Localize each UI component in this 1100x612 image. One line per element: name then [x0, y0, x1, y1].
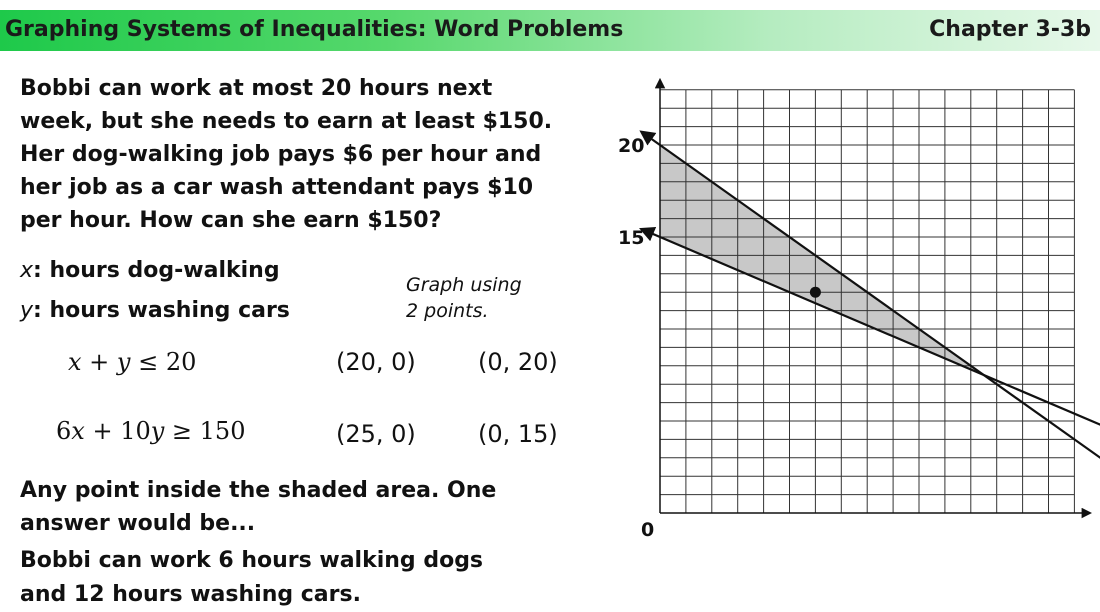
- intercept-point: (20, 0): [336, 348, 416, 376]
- ineq-y: y: [116, 348, 131, 376]
- answer-line: answer would be...: [20, 511, 256, 536]
- variable-y-name: y: [20, 298, 34, 323]
- ineq-x: x: [71, 417, 85, 445]
- hint-line: Graph using: [406, 274, 522, 296]
- hint-line: 2 points.: [406, 300, 489, 322]
- ineq-x: x: [68, 348, 82, 376]
- intercept-point: (0, 15): [478, 420, 558, 448]
- boundary-line-earnings: [642, 229, 1100, 520]
- ineq-y: y: [150, 417, 165, 445]
- y-tick-label: 15: [618, 227, 645, 249]
- variable-x-name: x: [20, 258, 34, 283]
- intercept-point: (25, 0): [336, 420, 416, 448]
- intercept-point: (0, 20): [478, 348, 558, 376]
- chapter-label: Chapter 3-3b: [929, 17, 1091, 42]
- page-title: Graphing Systems of Inequalities: Word Problems: [5, 17, 624, 42]
- problem-line: her job as a car wash attendant pays $10: [20, 175, 534, 200]
- variable-x-desc: : hours dog-walking: [33, 258, 280, 283]
- solution-point: [810, 287, 821, 298]
- y-tick-label: 20: [618, 135, 645, 157]
- problem-line: Bobbi can work at most 20 hours next: [20, 76, 493, 101]
- ineq-op: + 10: [84, 417, 151, 445]
- ineq-coef: 6: [56, 417, 72, 445]
- answer-line: and 12 hours washing cars.: [20, 582, 361, 607]
- ineq-rel: ≤ 20: [130, 348, 197, 376]
- problem-line: week, but she needs to earn at least $150.: [20, 109, 553, 134]
- origin-label: 0: [641, 519, 655, 541]
- ineq-op: +: [81, 348, 117, 376]
- answer-line: Bobbi can work 6 hours walking dogs: [20, 548, 484, 573]
- ineq-rel: ≥ 150: [164, 417, 246, 445]
- problem-line: per hour. How can she earn $150?: [20, 208, 442, 233]
- answer-line: Any point inside the shaded area. One: [20, 478, 497, 503]
- variable-y-desc: : hours washing cars: [33, 298, 290, 323]
- problem-line: Her dog-walking job pays $6 per hour and: [20, 142, 542, 167]
